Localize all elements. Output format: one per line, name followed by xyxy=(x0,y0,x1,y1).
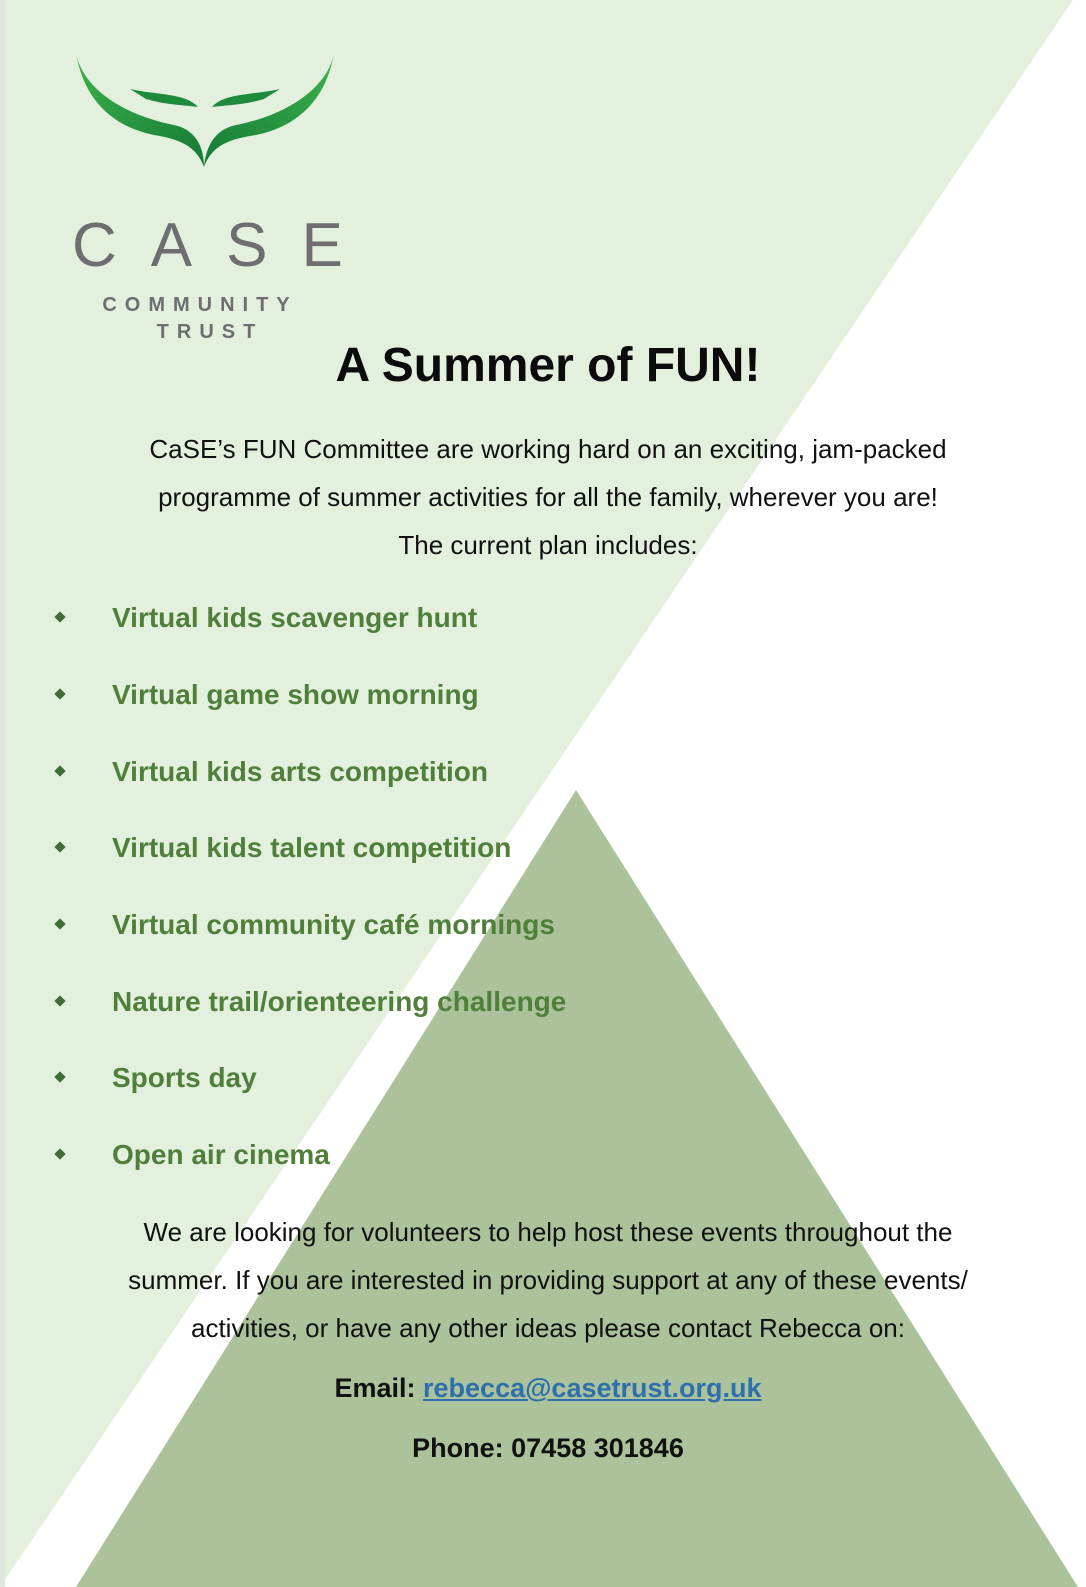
diamond-bullet-icon xyxy=(54,1071,65,1082)
closing-paragraph xyxy=(40,1208,1056,1352)
intro-line: programme of summer activities for all the family, wherever you are! xyxy=(158,482,938,512)
list-item xyxy=(0,1135,700,1175)
activity-label: Virtual kids scavenger hunt xyxy=(112,602,478,633)
activity-label: Sports day xyxy=(112,1062,257,1093)
hands-leaf-icon xyxy=(70,45,350,175)
list-item xyxy=(0,905,700,945)
activity-label: Virtual kids talent competition xyxy=(112,832,512,863)
activity-label: Open air cinema xyxy=(112,1139,330,1170)
closing-line: summer. If you are interested in providing support at any of these events/ xyxy=(128,1265,968,1295)
intro-line: CaSE’s FUN Committee are working hard on an exciting, jam-packed xyxy=(149,434,947,464)
poster-title: A Summer of FUN! xyxy=(335,339,761,392)
activity-label: Virtual kids arts competition xyxy=(112,756,489,787)
logo-wordmark: CASE xyxy=(72,211,377,280)
contact-email xyxy=(0,1368,1086,1408)
diamond-bullet-icon xyxy=(54,918,65,929)
email-link[interactable]: rebecca@casetrust.org.uk xyxy=(423,1373,762,1403)
list-item xyxy=(0,675,700,715)
list-item xyxy=(0,1058,700,1098)
activity-label: Nature trail/orienteering challenge xyxy=(112,986,567,1017)
list-item xyxy=(0,828,700,868)
logo-subtitle-community: COMMUNITY xyxy=(102,294,298,316)
closing-line: activities, or have any other ideas please contact Rebecca on: xyxy=(191,1313,905,1343)
diamond-bullet-icon xyxy=(54,1148,65,1159)
contact-phone: Phone: 07458 301846 xyxy=(412,1433,684,1463)
activity-label: Virtual game show morning xyxy=(112,679,479,710)
case-logo xyxy=(70,45,377,343)
diamond-bullet-icon xyxy=(54,688,65,699)
intro-paragraph xyxy=(60,425,1036,569)
logo-subtitle-trust: TRUST xyxy=(156,321,264,343)
diamond-bullet-icon xyxy=(54,841,65,852)
diamond-bullet-icon xyxy=(54,995,65,1006)
activity-label: Virtual community café mornings xyxy=(112,909,555,940)
email-label: Email: xyxy=(334,1373,424,1403)
diamond-bullet-icon xyxy=(54,611,65,622)
list-item xyxy=(0,752,700,792)
closing-line: We are looking for volunteers to help host these events throughout the xyxy=(143,1217,953,1247)
list-item xyxy=(0,598,700,638)
diamond-bullet-icon xyxy=(54,765,65,776)
intro-line: The current plan includes: xyxy=(398,530,698,560)
list-item xyxy=(0,982,700,1022)
